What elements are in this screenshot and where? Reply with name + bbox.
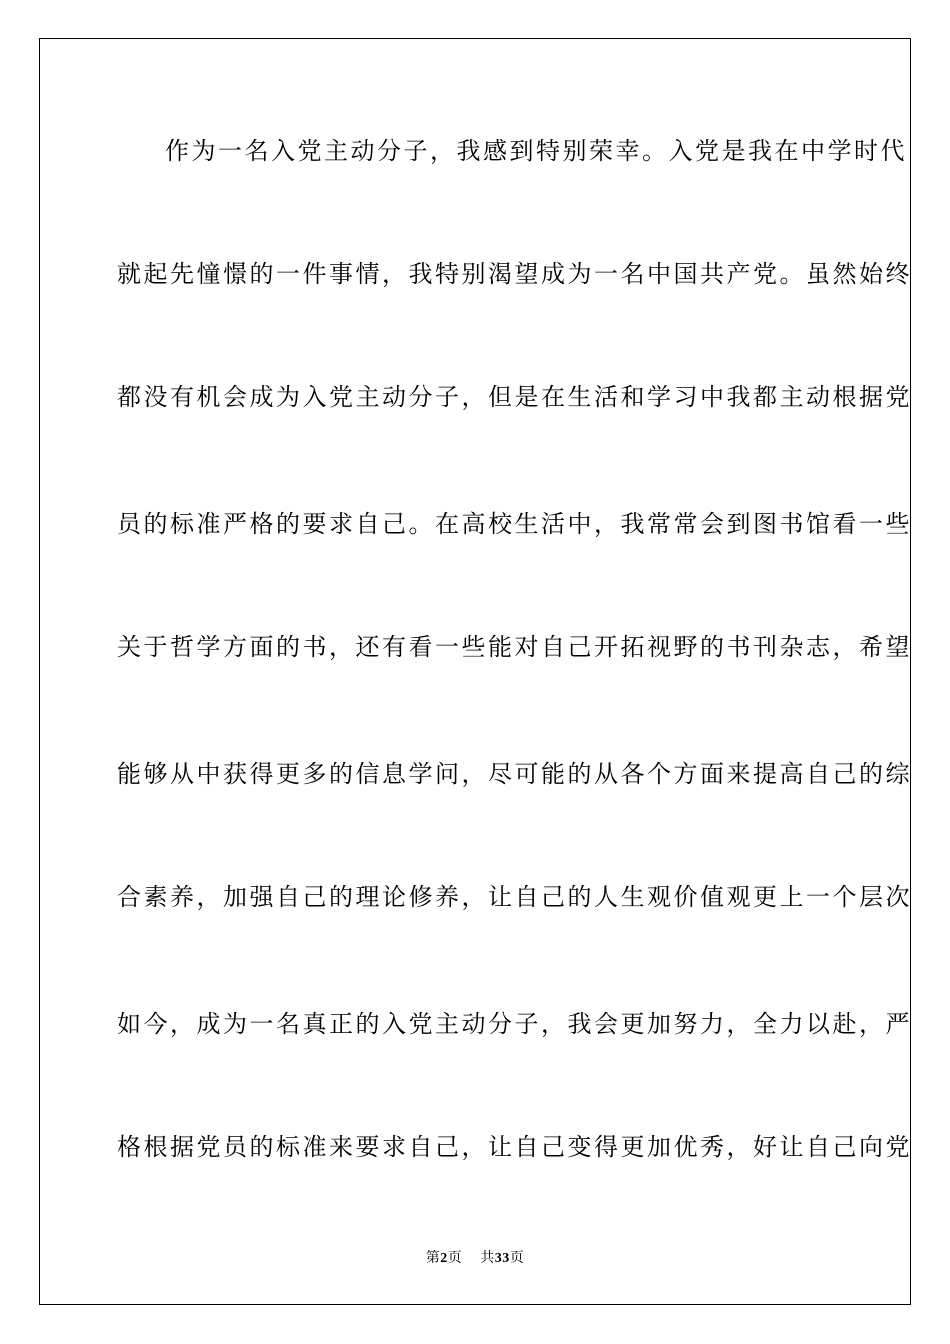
page-footer: [0, 1247, 950, 1267]
total-pages-label: 共33页: [480, 1251, 525, 1266]
text-line-7: 合素养，加强自己的理论修养，让自己的人生观价值观更上一个层次: [117, 883, 912, 911]
text-line-2: 就起先憧憬的一件事情，我特别渴望成为一名中国共产党。虽然始终: [117, 260, 912, 288]
page-number-label: 第2页: [425, 1251, 463, 1266]
text-line-3: 都没有机会成为入党主动分子，但是在生活和学习中我都主动根据党: [117, 383, 912, 411]
current-page-number: 2: [440, 1251, 448, 1266]
text-line-8: 如今，成为一名真正的入党主动分子，我会更加努力，全力以赴，严: [117, 1010, 912, 1038]
text-line-1: 作为一名入党主动分子，我感到特别荣幸。入党是我在中学时代: [165, 137, 907, 165]
text-line-5: 关于哲学方面的书，还有看一些能对自己开拓视野的书刊杂志，希望: [117, 633, 912, 661]
text-line-4: 员的标准严格的要求自己。在高校生活中，我常常会到图书馆看一些: [117, 510, 912, 538]
text-line-6: 能够从中获得更多的信息学问，尽可能的从各个方面来提高自己的综: [117, 760, 912, 788]
total-page-count: 33: [494, 1251, 510, 1266]
text-line-9: 格根据党员的标准来要求自己，让自己变得更加优秀，好让自己向党: [117, 1133, 912, 1161]
page-border: [39, 38, 911, 1305]
